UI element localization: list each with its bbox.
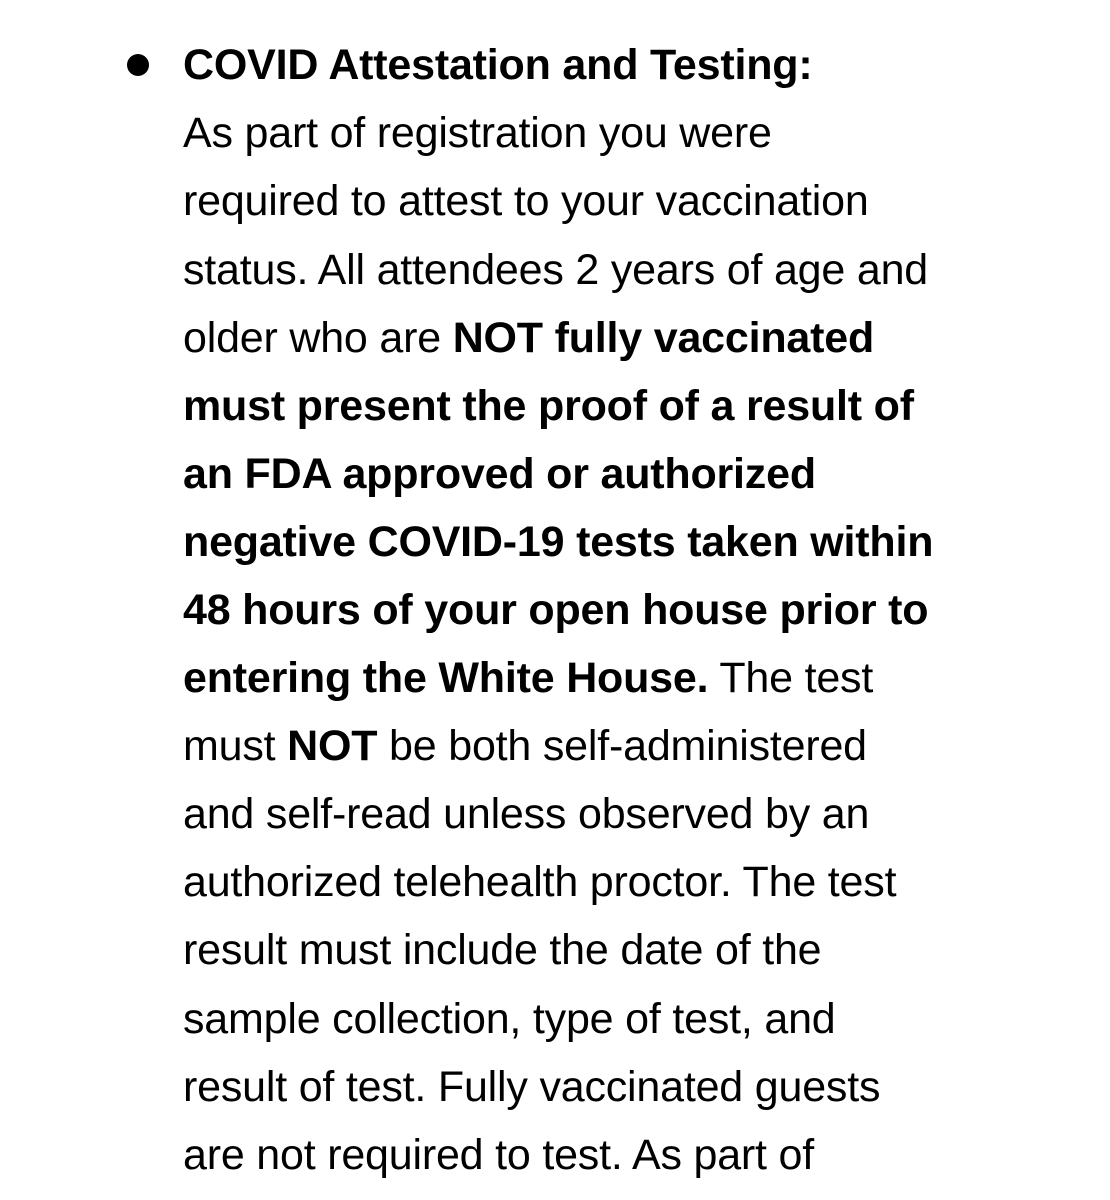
text-line: are not required to test. As part of <box>183 1131 814 1179</box>
text-segment: be both self-administered <box>377 722 867 770</box>
text-segment: older who are <box>183 314 453 362</box>
text-line <box>183 653 873 703</box>
text-line: result of test. Fully vaccinated guests <box>183 1063 881 1111</box>
text-line: and self-read unless observed by an <box>183 790 870 838</box>
text-line <box>183 313 874 363</box>
text-line: As part of registration you were <box>183 109 772 157</box>
bold-text-line: an FDA approved or authorized <box>183 450 816 498</box>
text-line: result must include the date of the <box>183 926 822 974</box>
text-line: required to attest to your vaccination <box>183 177 869 225</box>
text-line <box>183 721 867 771</box>
bold-text-segment: NOT fully vaccinated <box>452 314 875 362</box>
bold-text-line: negative COVID-19 tests taken within <box>183 518 934 566</box>
bold-text-segment: entering the White House. <box>183 654 709 702</box>
text-segment: The test <box>708 654 874 702</box>
bullet-icon <box>127 54 149 76</box>
section-heading: COVID Attestation and Testing: <box>183 41 813 89</box>
text-segment: must <box>183 722 288 770</box>
bold-text-line: 48 hours of your open house prior to <box>183 586 929 634</box>
text-line: sample collection, type of test, and <box>183 995 836 1043</box>
text-line: status. All attendees 2 years of age and <box>183 246 929 294</box>
bold-text-segment: NOT <box>287 722 378 770</box>
bold-text-line: must present the proof of a result of <box>183 382 914 430</box>
text-line: authorized telehealth proctor. The test <box>183 858 897 906</box>
